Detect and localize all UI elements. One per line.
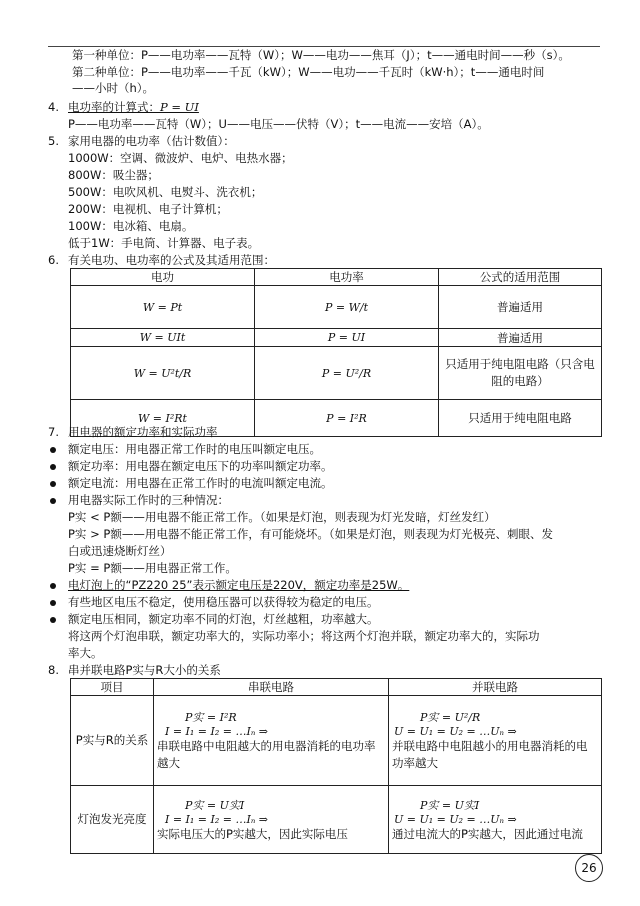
unit-line-1: 第一种单位：P——电功率——瓦特（W）；W——电功——焦耳（J）；t——通电时间——秒（s）。 xyxy=(72,48,570,62)
circuit-table xyxy=(70,678,602,854)
bullet-icon xyxy=(50,583,56,589)
parallel-formula-2: U = U₁ = U₂ = …Uₙ ⇒ xyxy=(394,725,517,738)
appliance-item: 200W：电视机、电子计算机； xyxy=(68,202,228,216)
bulb-rating: 电灯泡上的“PZ220 25”表示额定电压是220V，额定功率是25W。 xyxy=(68,578,410,592)
unit-line-2: 第二种单位：P——电功率——千瓦（kW）；W——电功——千瓦时（kW·h）；t——通电时间 xyxy=(72,65,545,79)
table-header: 项目 xyxy=(71,679,154,696)
parallel-text: 通过电流大的P实越大，因此通过电流 xyxy=(392,826,583,841)
table-header: 电功 xyxy=(71,269,255,286)
power-formula: P = W/t xyxy=(255,286,439,329)
table-row xyxy=(71,347,602,400)
parallel-formula-1: P实 = U²/R xyxy=(420,711,481,724)
voltage-stabilizer: 有些地区电压不稳定，使用稳压器可以获得较为稳定的电压。 xyxy=(68,595,379,609)
bullet-icon xyxy=(50,481,56,487)
page-number: 26 xyxy=(575,854,603,882)
table-row xyxy=(71,696,602,786)
scope-cell: 普遍适用 xyxy=(439,329,602,347)
series-parallel-note: 将这两个灯泡串联，额定功率大的，实际功率小；将这两个灯泡并联，额定功率大的，实际功 xyxy=(68,629,540,643)
bullet-icon xyxy=(50,447,56,453)
work-formula: W = Pt xyxy=(71,286,255,329)
section-6-title: 有关电功、电功率的公式及其适用范围： xyxy=(68,253,275,267)
rated-current: 额定电流：用电器在正常工作时的电流叫额定电流。 xyxy=(68,476,333,490)
appliance-item: 800W：吸尘器； xyxy=(68,168,159,182)
section-5-number: 5. xyxy=(48,134,59,148)
bullet-icon xyxy=(50,498,56,504)
table-header: 电功率 xyxy=(255,269,439,286)
section-6-number: 6. xyxy=(48,253,59,267)
bullet-icon xyxy=(50,464,56,470)
scope-cell: 普遍适用 xyxy=(439,286,602,329)
appliance-item: 低于1W：手电筒、计算器、电子表。 xyxy=(68,236,260,250)
rated-power: 额定功率：用电器在额定电压下的功率叫额定功率。 xyxy=(68,459,333,473)
bullet-icon xyxy=(50,617,56,623)
scope-cell: 只适用于纯电阻电路 xyxy=(439,400,602,437)
table-row xyxy=(71,786,602,854)
series-cell xyxy=(154,696,389,786)
section-7-number: 7. xyxy=(48,425,59,439)
parallel-cell xyxy=(389,696,602,786)
work-formula: W = UIt xyxy=(71,329,255,347)
table-row xyxy=(71,329,602,347)
case-equal: P实 = P额——用电器正常工作。 xyxy=(68,561,237,575)
series-formula-1: P实 = U实I xyxy=(185,798,245,812)
section-4-desc: P——电功率——瓦特（W）；U——电压——伏特（V）；t——电流——安培（A）。 xyxy=(68,117,489,131)
series-formula-2: I = I₁ = I₂ = …Iₙ ⇒ xyxy=(165,812,269,826)
series-cell xyxy=(154,786,389,854)
case-lower: P实 < P额——用电器不能正常工作。（如果是灯泡，则表现为灯光发暗，灯丝发红） xyxy=(68,510,496,524)
series-text: 串联电路中电阻越大的用电器消耗的电功率越大 xyxy=(157,739,376,770)
bullet-icon xyxy=(50,600,56,606)
rated-voltage: 额定电压：用电器正常工作时的电压叫额定电压。 xyxy=(68,442,321,456)
series-formula-1: P实 = I²R xyxy=(185,711,237,724)
unit-line-3: ——小时（h）。 xyxy=(72,81,155,95)
table-header: 公式的适用范围 xyxy=(439,269,602,286)
appliance-item: 500W：电吹风机、电熨斗、洗衣机； xyxy=(68,185,263,199)
appliance-item: 100W：电冰箱、电扇。 xyxy=(68,219,194,233)
parallel-formula-2: U = U₁ = U₂ = …Uₙ ⇒ xyxy=(394,812,517,826)
same-voltage-note: 额定电压相同，额定功率不同的灯泡，灯丝越粗，功率越大。 xyxy=(68,612,379,626)
section-7-title: 用电器的额定功率和实际功率 xyxy=(68,425,218,439)
section-8-number: 8. xyxy=(48,663,59,677)
section-4-number: 4. xyxy=(48,100,59,114)
top-rule xyxy=(48,46,600,47)
power-formula: P = U²/R xyxy=(255,347,439,400)
case-higher-cont: 白或迅速烧断灯丝） xyxy=(68,544,172,558)
power-formula: P = I²R xyxy=(255,400,439,437)
row-label: P实与R的关系 xyxy=(71,696,154,786)
work-formula: W = U²t/R xyxy=(71,347,255,400)
table-header: 并联电路 xyxy=(389,679,602,696)
series-text: 实际电压大的P实越大，因此实际电压 xyxy=(157,826,348,841)
appliance-item: 1000W：空调、微波炉、电炉、电热水器； xyxy=(68,151,293,165)
section-8-title: 串并联电路P实与R大小的关系 xyxy=(68,663,221,677)
power-formula: P = UI xyxy=(255,329,439,347)
series-parallel-note-cont: 率大。 xyxy=(68,646,103,660)
table-row xyxy=(71,286,602,329)
scope-cell: 只适用于纯电阻电路（只含电阻的电路） xyxy=(439,347,602,400)
section-4-title: 电功率的计算式：P = UI xyxy=(68,100,199,114)
work-formula: W = I²Rt xyxy=(71,400,255,437)
table-header: 串联电路 xyxy=(154,679,389,696)
row-label: 灯泡发光亮度 xyxy=(71,786,154,854)
formula-table xyxy=(70,268,602,437)
three-cases-title: 用电器实际工作时的三种情况： xyxy=(68,493,229,507)
parallel-formula-1: P实 = U实I xyxy=(420,798,480,812)
parallel-text: 并联电路中电阻越小的用电器消耗的电功率越大 xyxy=(392,739,588,770)
section-5-title: 家用电器的电功率（估计数值）： xyxy=(68,134,235,148)
series-formula-2: I = I₁ = I₂ = …Iₙ ⇒ xyxy=(165,725,269,738)
parallel-cell xyxy=(389,786,602,854)
case-higher: P实 > P额——用电器不能正常工作，有可能烧坏。（如果是灯泡，则表现为灯光极亮、刺眼、发 xyxy=(68,527,554,541)
